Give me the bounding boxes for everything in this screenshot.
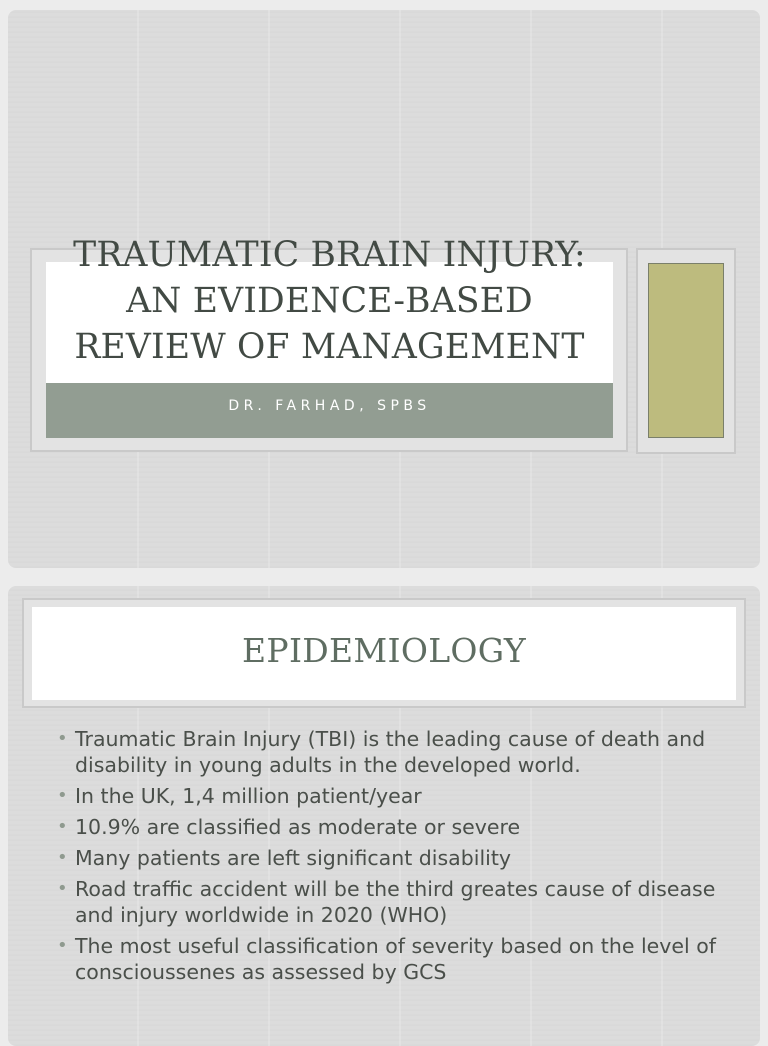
bullet-icon: • [57, 785, 68, 806]
bullet-icon: • [57, 847, 68, 868]
title-line-2: AN EVIDENCE-BASED [126, 281, 533, 321]
list-item [54, 933, 724, 985]
list-item [54, 876, 724, 928]
title-line-3: REVIEW OF MANAGEMENT [74, 327, 585, 367]
bullet-text: 10.9% are classified as moderate or severe [75, 815, 521, 839]
slide-subtitle: DR. FARHAD, SPBS [228, 398, 431, 414]
title-line-1: TRAUMATIC BRAIN INJURY: [73, 235, 586, 275]
bullet-list [54, 726, 724, 990]
accent-box [648, 263, 724, 438]
slide-heading: EPIDEMIOLOGY [242, 631, 526, 670]
bullet-text: Road traffic accident will be the third greates cause of disease and injury worldwide in 2020 (WHO) [75, 877, 716, 927]
list-item [54, 726, 724, 778]
bullet-icon: • [57, 935, 68, 956]
subtitle-band [46, 383, 613, 438]
title-slide [8, 10, 760, 568]
heading-box [32, 607, 736, 700]
epidemiology-slide [8, 586, 760, 1046]
bullet-text: Many patients are left significant disability [75, 846, 512, 870]
bullet-text: In the UK, 1,4 million patient/year [75, 784, 422, 808]
slide-title [46, 232, 613, 370]
bullet-icon: • [57, 816, 68, 837]
bullet-icon: • [57, 728, 68, 749]
list-item [54, 845, 724, 871]
bullet-text: The most useful classification of severity based on the level of conscioussenes as assessed by GCS [75, 934, 716, 984]
list-item [54, 814, 724, 840]
bullet-text: Traumatic Brain Injury (TBI) is the leading cause of death and disability in young adults in the developed world. [75, 727, 706, 777]
list-item [54, 783, 724, 809]
bullet-icon: • [57, 878, 68, 899]
